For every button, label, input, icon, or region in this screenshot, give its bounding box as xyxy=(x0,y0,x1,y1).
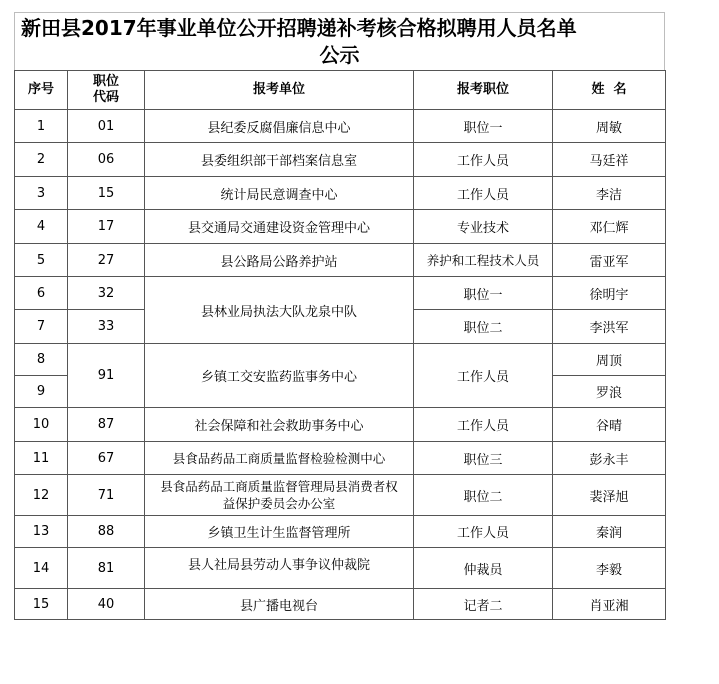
position-cell: 记者二 xyxy=(414,589,553,620)
unit-cell: 乡镇工交安监药监事务中心 xyxy=(145,344,414,408)
unit-cell: 县广播电视台 xyxy=(145,589,414,620)
code-cell: 33 xyxy=(68,310,145,344)
code-cell: 87 xyxy=(68,408,145,442)
position-cell: 职位二 xyxy=(414,475,553,516)
unit-cell: 统计局民意调查中心 xyxy=(145,177,414,210)
name-cell: 周顶 xyxy=(553,344,666,376)
header-position: 报考职位 xyxy=(414,71,553,110)
position-cell: 养护和工程技术人员 xyxy=(414,244,553,277)
seq-cell: 14 xyxy=(15,548,68,589)
position-cell: 工作人员 xyxy=(414,177,553,210)
code-cell: 01 xyxy=(68,110,145,143)
position-cell: 职位二 xyxy=(414,310,553,344)
name-cell: 裴泽旭 xyxy=(553,475,666,516)
unit-cell: 县交通局交通建设资金管理中心 xyxy=(145,210,414,244)
unit-cell: 县纪委反腐倡廉信息中心 xyxy=(145,110,414,143)
code-cell: 06 xyxy=(68,143,145,177)
code-cell: 15 xyxy=(68,177,145,210)
table-row xyxy=(15,210,666,244)
unit-cell: 县食品药品工商质量监督检验检测中心 xyxy=(145,442,414,475)
name-cell: 李毅 xyxy=(553,548,666,589)
unit-cell: 县人社局县劳动人事争议仲裁院 xyxy=(145,548,414,589)
position-cell: 工作人员 xyxy=(414,516,553,548)
seq-cell: 15 xyxy=(15,589,68,620)
position-cell: 仲裁员 xyxy=(414,548,553,589)
table-row xyxy=(15,110,666,143)
unit-cell xyxy=(145,475,414,516)
header-code xyxy=(68,71,145,110)
seq-cell: 7 xyxy=(15,310,68,344)
seq-cell: 2 xyxy=(15,143,68,177)
header-code-line-1: 职位 xyxy=(92,74,119,89)
table-row xyxy=(15,548,666,589)
name-cell: 邓仁辉 xyxy=(553,210,666,244)
name-cell: 李洁 xyxy=(553,177,666,210)
table-row xyxy=(15,177,666,210)
seq-cell: 9 xyxy=(15,376,68,408)
header-name: 姓 名 xyxy=(553,71,666,110)
unit-cell: 县委组织部干部档案信息室 xyxy=(145,143,414,177)
table-row xyxy=(15,516,666,548)
code-cell: 17 xyxy=(68,210,145,244)
name-cell: 谷晴 xyxy=(553,408,666,442)
name-cell: 肖亚湘 xyxy=(553,589,666,620)
unit-line-1: 县食品药品工商质量监督管理局县消费者权 xyxy=(160,479,398,494)
table-row xyxy=(15,277,666,310)
name-cell: 彭永丰 xyxy=(553,442,666,475)
position-cell: 工作人员 xyxy=(414,344,553,408)
title-line-2: 公示 xyxy=(319,43,360,67)
name-cell: 周敏 xyxy=(553,110,666,143)
name-cell: 秦润 xyxy=(553,516,666,548)
unit-cell: 乡镇卫生计生监督管理所 xyxy=(145,516,414,548)
seq-cell: 12 xyxy=(15,475,68,516)
table-row xyxy=(15,475,666,516)
seq-cell: 13 xyxy=(15,516,68,548)
name-cell: 李洪军 xyxy=(553,310,666,344)
code-cell: 32 xyxy=(68,277,145,310)
code-cell: 27 xyxy=(68,244,145,277)
seq-cell: 4 xyxy=(15,210,68,244)
unit-cell: 县林业局执法大队龙泉中队 xyxy=(145,277,414,344)
name-cell: 马廷祥 xyxy=(553,143,666,177)
header-unit: 报考单位 xyxy=(145,71,414,110)
table-row xyxy=(15,143,666,177)
position-cell: 职位三 xyxy=(414,442,553,475)
code-cell: 88 xyxy=(68,516,145,548)
code-cell: 81 xyxy=(68,548,145,589)
table-row xyxy=(15,408,666,442)
position-cell: 工作人员 xyxy=(414,143,553,177)
unit-cell: 社会保障和社会救助事务中心 xyxy=(145,408,414,442)
code-cell: 91 xyxy=(68,344,145,408)
title-line-1: 新田县2017年事业单位公开招聘递补考核合格拟聘用人员名单 xyxy=(21,16,577,40)
seq-cell: 6 xyxy=(15,277,68,310)
candidate-table xyxy=(14,70,666,620)
seq-cell: 3 xyxy=(15,177,68,210)
seq-cell: 1 xyxy=(15,110,68,143)
table-row xyxy=(15,442,666,475)
header-row xyxy=(15,71,666,110)
seq-cell: 10 xyxy=(15,408,68,442)
seq-cell: 8 xyxy=(15,344,68,376)
table-row xyxy=(15,344,666,376)
announcement-sheet xyxy=(14,12,665,620)
seq-cell: 11 xyxy=(15,442,68,475)
name-cell: 罗浪 xyxy=(553,376,666,408)
table-row xyxy=(15,244,666,277)
name-cell: 徐明宇 xyxy=(553,277,666,310)
code-cell: 67 xyxy=(68,442,145,475)
table-row xyxy=(15,589,666,620)
header-seq: 序号 xyxy=(15,71,68,110)
position-cell: 职位一 xyxy=(414,110,553,143)
code-cell: 40 xyxy=(68,589,145,620)
name-cell: 雷亚军 xyxy=(553,244,666,277)
position-cell: 职位一 xyxy=(414,277,553,310)
unit-line-2: 益保护委员会办公室 xyxy=(222,496,336,511)
position-cell: 工作人员 xyxy=(414,408,553,442)
code-cell: 71 xyxy=(68,475,145,516)
header-code-line-2: 代码 xyxy=(92,90,119,105)
document-title xyxy=(14,12,665,70)
seq-cell: 5 xyxy=(15,244,68,277)
position-cell: 专业技术 xyxy=(414,210,553,244)
unit-cell: 县公路局公路养护站 xyxy=(145,244,414,277)
